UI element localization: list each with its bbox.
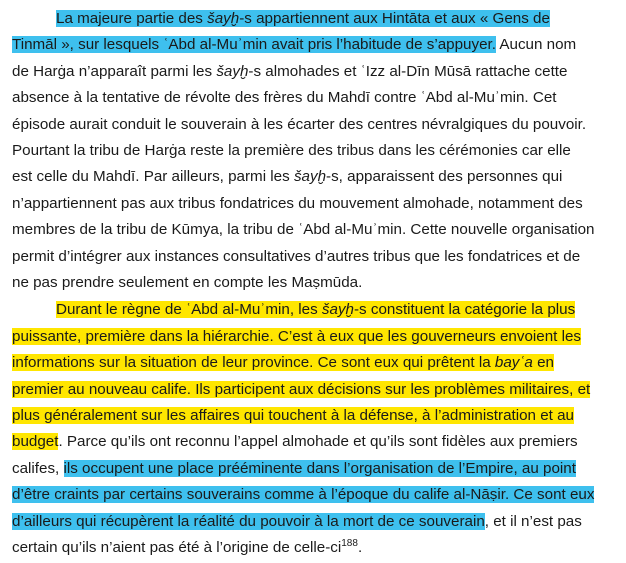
p2-line-2	[0, 324, 626, 350]
italic-term: šayḫ	[207, 10, 240, 27]
p1-line-2	[0, 32, 626, 58]
highlight-yellow: puissante, première dans la hiérarchie. C’est à eux que les gouverneurs envoient les	[12, 327, 582, 345]
highlight-yellow: premier au nouveau calife. Ils participent aux décisions sur les problèmes militaires, et	[12, 380, 591, 398]
highlight-blue	[56, 10, 550, 27]
p2-line-3	[0, 350, 626, 376]
p1-line-10: permit d’intégrer aux instances consultatives d’autres tribus que les fondatrices et de	[12, 247, 581, 265]
text-run: -s, apparaissent des personnes qui	[326, 168, 563, 186]
text-run: La majeure partie des	[56, 10, 208, 27]
highlight-blue: d’ailleurs qui récupèrent la réalité du pouvoir à la mort de ce souverain	[12, 512, 485, 530]
italic-term: šayḫ	[293, 168, 327, 186]
text-run: de Harġa n’apparaît parmi les	[12, 62, 217, 80]
highlight-yellow: plus généralement sur les affaires qui touchent à la défense, à l’administration et au	[12, 407, 574, 424]
text-run: en	[532, 354, 555, 372]
p2-line-8	[0, 482, 626, 508]
p1-line-6: Pourtant la tribu de Harġa reste la première des tribus dans les cérémonies car elle	[12, 142, 571, 159]
highlight-blue: Tinmāl », sur lesquels ʿAbd al-Muʾmin avait pris l’habitude de s’appuyer.	[12, 36, 496, 54]
text-run: certain qu’ils n’aient pas été à l’origine de celle-ci	[12, 539, 342, 556]
text-run: -s almohades et ʿIzz al-Dīn Mūsā rattache cette	[248, 62, 568, 80]
p2-line-7	[0, 456, 626, 482]
text-run: , et il n’est pas	[484, 512, 582, 530]
text-run: -s appartiennent aux Hintāta et aux « Gens de	[239, 10, 550, 27]
italic-term: šayḫ	[321, 301, 354, 319]
p2-line-1	[0, 297, 626, 323]
text-run: -s constituent la catégorie la plus	[354, 301, 576, 319]
text-run: .	[357, 539, 363, 556]
p2-line-6	[0, 429, 626, 455]
p1-line-11: ne pas prendre seulement en compte les Maṣmūda.	[12, 274, 363, 291]
text-run: informations sur la situation de leur province. Ce sont eux qui prêtent la	[12, 354, 495, 372]
p1-line-7	[0, 164, 626, 190]
p1-line-8: n’appartiennent pas aux tribus fondatrices du mouvement almohade, notamment des	[12, 194, 583, 212]
p1-line-5: épisode aurait conduit le souverain à les écarter des centres névralgiques du pouvoir.	[12, 115, 587, 133]
p2-line-5	[0, 403, 626, 429]
p2-line-4	[0, 377, 626, 403]
italic-term: bayʿa	[494, 354, 533, 372]
highlight-yellow: budget	[12, 433, 59, 451]
text-run: Aucun nom	[495, 36, 577, 54]
highlight-blue: ils occupent une place prééminente dans l’organisation de l’Empire, au point	[63, 459, 576, 477]
text-run: califes,	[12, 459, 64, 477]
highlight-yellow	[56, 301, 575, 318]
highlight-blue: d’être craints par certains souverains comme à l’époque du calife al-Nāṣir. Ce sont eux	[12, 486, 595, 504]
p1-line-9: membres de la tribu de Kūmya, la tribu de ʿAbd al-Muʾmin. Cette nouvelle organisation	[12, 221, 595, 239]
p1-line-4: absence à la tentative de révolte des frères du Mahdī contre ʿAbd al-Muʾmin. Cet	[12, 89, 557, 107]
text-run: . Parce qu’ils ont reconnu l’appel almohade et qu’ils sont fidèles aux premiers	[58, 433, 578, 451]
p1-line-1	[0, 6, 626, 32]
footnote-ref[interactable]: 188	[341, 537, 358, 549]
text-run: Durant le règne de ʿAbd al-Muʾmin, les	[56, 301, 322, 319]
italic-term: šayḫ	[216, 62, 249, 80]
p1-line-3	[0, 59, 626, 85]
text-run: est celle du Mahdī. Par ailleurs, parmi les	[12, 168, 294, 186]
highlight-yellow	[12, 354, 554, 371]
